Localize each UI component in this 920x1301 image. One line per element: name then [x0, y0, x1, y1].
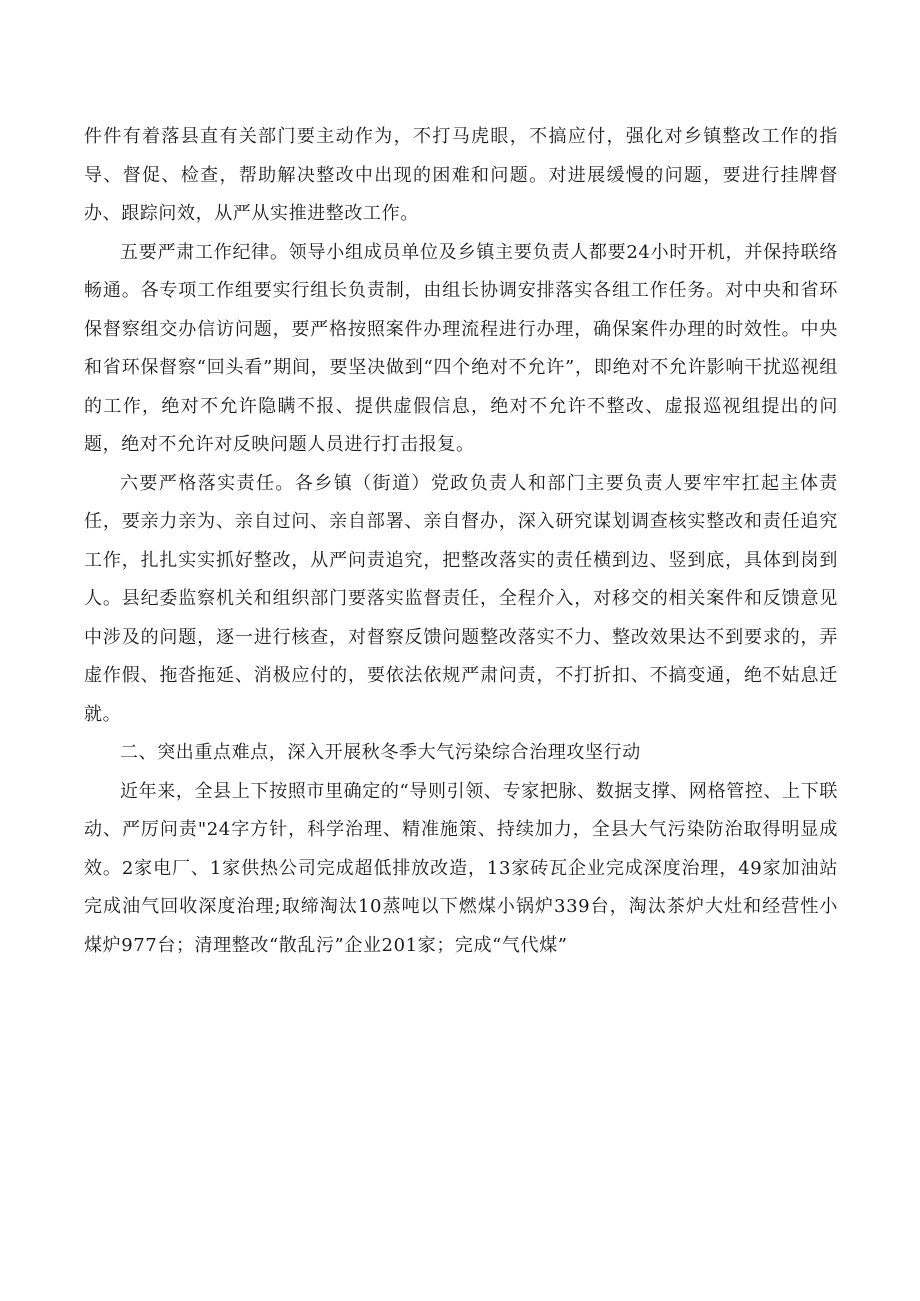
paragraph-2: 五要严肃工作纪律。领导小组成员单位及乡镇主要负责人都要24小时开机，并保持联络畅通。各专项工作组要实行组长负责制，由组长协调安排落实各组工作任务。对中央和省环保督察组交办信访问题，要严格按照案件办理流程进行办理，确保案件办理的时效性。中央和省环保督察“回头看”期间，要坚决做到“四个绝对不允许”，即绝对不允许影响干扰巡视组的工作，绝对不允许隐瞒不报、提供虚假信息，绝对不允许不整改、虚报巡视组提出的问题，绝对不允许对反映问题人员进行打击报复。 — [84, 241, 838, 455]
paragraph-1: 件件有着落县直有关部门要主动作为，不打马虎眼，不搞应付，强化对乡镇整改工作的指导、督促、检查，帮助解决整改中出现的困难和问题。对进展缓慢的问题，要进行挂牌督办、跟踪问效，从严从实推进整改工作。 — [84, 126, 838, 224]
section-heading: 二、突出重点难点，深入开展秋冬季大气污染综合治理攻坚行动 — [120, 742, 641, 763]
paragraph-4: 近年来，全县上下按照市里确定的“导则引领、专家把脉、数据支撑、网格管控、上下联动、严厉问责"24字方针，科学治理、精准施策、持续加力，全县大气污染防治取得明显成效。2家电厂、1家供热公司完成超低排放改造，13家砖瓦企业完成深度治理，49家加油站完成油气回收深度治理;取缔淘汰10蒸吨以下燃煤小锅炉339台，淘汰茶炉大灶和经营性小煤炉977台；清理整改“散乱污”企业201家；完成“气代煤” — [84, 780, 838, 956]
document-body — [84, 118, 838, 965]
paragraph-3: 六要严格落实责任。各乡镇（街道）党政负责人和部门主要负责人要牢牢扛起主体责任，要亲力亲为、亲自过问、亲自部署、亲自督办，深入研究谋划调查核实整改和责任追究工作，扎扎实实抓好整改，从严问责追究，把整改落实的责任横到边、竖到底，具体到岗到人。县纪委监察机关和组织部门要落实监督责任，全程介入，对移交的相关案件和反馈意见中涉及的问题，逐一进行核查，对督察反馈问题整改落实不力、整改效果达不到要求的，弄虚作假、拖沓拖延、消极应付的，要依法依规严肃问责，不打折扣、不搞变通，绝不姑息迁就。 — [84, 472, 838, 725]
